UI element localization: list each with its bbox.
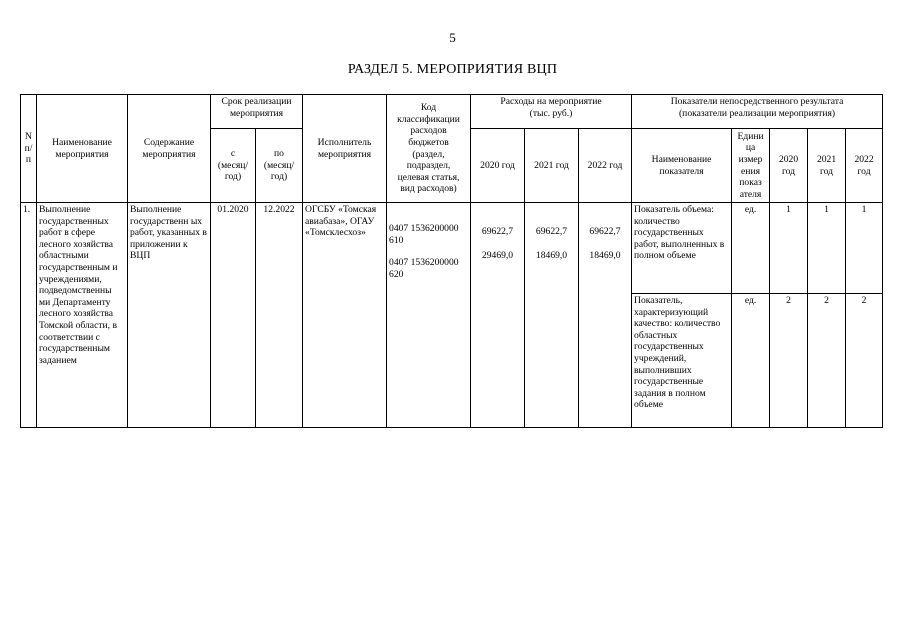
- indicator-2-2020: 2: [770, 294, 808, 428]
- row-term-from: 01.2020: [211, 203, 256, 428]
- header-indicator-unit: Едини ца измер ения показ ателя: [732, 129, 770, 203]
- row-content: Выполнение государственн ых работ, указанных в приложении к ВЦП: [128, 203, 211, 428]
- header-expenses: Расходы на мероприятие (тыс. руб.): [471, 95, 632, 129]
- row-expense-2020: [471, 203, 525, 428]
- header-term-from: с (месяц/ год): [211, 129, 256, 203]
- header-executor: Исполнитель мероприятия: [303, 95, 387, 203]
- row-term-to: 12.2022: [256, 203, 303, 428]
- row-num: 1.: [21, 203, 37, 428]
- expense-620-2021: 18469,0: [535, 249, 568, 261]
- header-indicator-2020: 2020 год: [770, 129, 808, 203]
- section-title: РАЗДЕЛ 5. МЕРОПРИЯТИЯ ВЦП: [347, 62, 558, 77]
- header-num: N п/ п: [21, 95, 37, 203]
- row-expense-2021: [525, 203, 579, 428]
- code-620: 0407 1536200000 620: [389, 257, 459, 280]
- header-content: Содержание мероприятия: [128, 95, 211, 203]
- header-indicators: Показатели непосредственного результата (показатели реализации мероприятия): [632, 95, 883, 129]
- indicator-2-name: Показатель, характеризующий качество: количество областных государственных учреждений, выполнивших государственные задания в полном объеме: [632, 294, 732, 428]
- table-row: [21, 203, 883, 294]
- indicator-2-unit: ед.: [732, 294, 770, 428]
- header-indicator-2022: 2022 год: [846, 129, 883, 203]
- expense-610-2020: 69622,7: [481, 226, 514, 237]
- header-term-to: по (месяц/ год): [256, 129, 303, 203]
- expense-620-2020: 29469,0: [481, 249, 514, 261]
- header-indicator-2021: 2021 год: [808, 129, 846, 203]
- header-name: Наименование мероприятия: [37, 95, 128, 203]
- header-code: Код классификации расходов бюджетов (раздел, подраздел, целевая статья, вид расходов): [387, 95, 471, 203]
- header-expense-2022: 2022 год: [579, 129, 632, 203]
- header-expense-2020: 2020 год: [471, 129, 525, 203]
- row-expense-2022: [579, 203, 632, 428]
- page-number: 5: [449, 30, 456, 45]
- indicator-1-2020: 1: [770, 203, 808, 294]
- row-name: Выполнение государственных работ в сфере лесного хозяйства областными государственным и учреждениями, подведомственны ми Департаменту лесного хозяйства Томской области, в соответствии с государственным заданием: [37, 203, 128, 428]
- row-code: [387, 203, 471, 428]
- header-term: Срок реализации мероприятия: [211, 95, 303, 129]
- header-indicator-name: Наименование показателя: [632, 129, 732, 203]
- indicator-1-unit: ед.: [732, 203, 770, 294]
- indicator-2-2021: 2: [808, 294, 846, 428]
- measures-table: [20, 94, 883, 428]
- indicator-1-2021: 1: [808, 203, 846, 294]
- row-executor: ОГСБУ «Томская авиабаза», ОГАУ «Томсклесхоз»: [303, 203, 387, 428]
- expense-620-2022: 18469,0: [589, 249, 621, 261]
- indicator-2-2022: 2: [846, 294, 883, 428]
- indicator-1-name: Показатель объема: количество государственных работ, выполненных в полном объеме: [632, 203, 732, 294]
- indicator-1-2022: 1: [846, 203, 883, 294]
- expense-610-2021: 69622,7: [535, 226, 568, 237]
- header-expense-2021: 2021 год: [525, 129, 579, 203]
- code-610: 0407 1536200000 610: [389, 223, 459, 246]
- expense-610-2022: 69622,7: [589, 226, 621, 237]
